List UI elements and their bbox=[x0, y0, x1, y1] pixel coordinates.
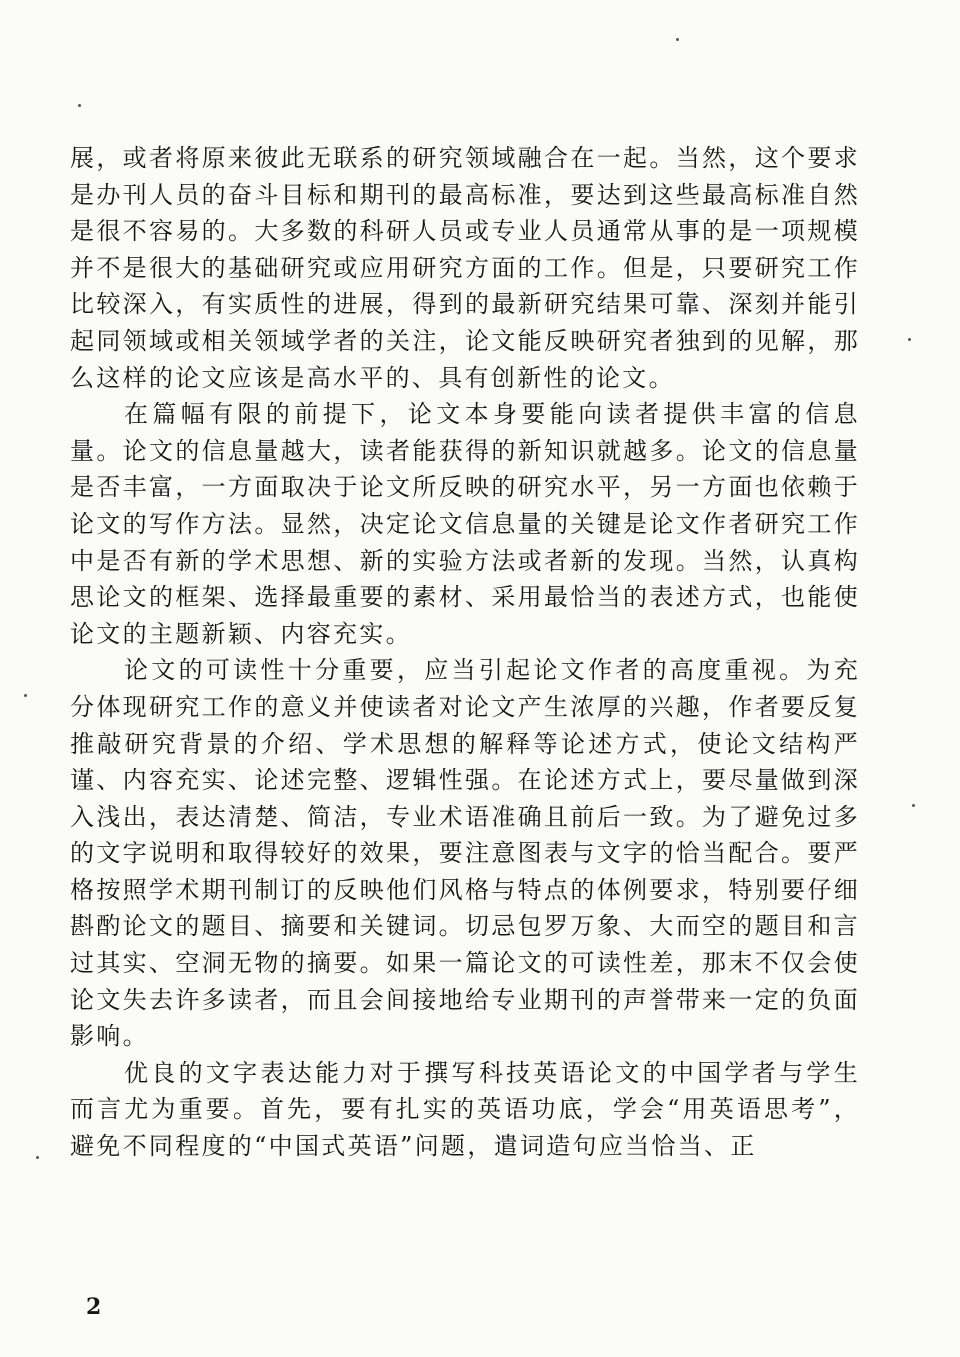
body-text bbox=[70, 140, 860, 1165]
paragraph-writing-ability: 优良的文字表达能力对于撰写科技英语论文的中国学者与学生而言尤为重要。首先，要有扎实的英语功底，学会“用英语思考”，避免不同程度的“中国式英语”问题，遣词造句应当恰当、正 bbox=[70, 1058, 860, 1161]
scan-speck bbox=[912, 804, 915, 807]
paragraph-continuation: 展，或者将原来彼此无联系的研究领域融合在一起。当然，这个要求是办刊人员的奋斗目标和期刊的最高标准，要达到这些最高标准自然是很不容易的。大多数的科研人员或专业人员通常从事的是一项规模并不是很大的基础研究或应用研究方面的工作。但是，只要研究工作比较深入，有实质性的进展，得到的最新研究结果可靠、深刻并能引起同领域或相关领域学者的关注，论文能反映研究者独到的见解，那么这样的论文应该是高水平的、具有创新性的论文。 bbox=[70, 144, 860, 392]
paragraph-information-content: 在篇幅有限的前提下，论文本身要能向读者提供丰富的信息量。论文的信息量越大，读者能获得的新知识就越多。论文的信息量是否丰富，一方面取决于论文所反映的研究水平，另一方面也依赖于论文的写作方法。显然，决定论文信息量的关键是论文作者研究工作中是否有新的学术思想、新的实验方法或者新的发现。当然，认真构思论文的框架、选择最重要的素材、采用最恰当的表述方式，也能使论文的主题新颖、内容充实。 bbox=[70, 400, 860, 648]
scan-speck bbox=[24, 694, 27, 697]
paragraph-readability: 论文的可读性十分重要，应当引起论文作者的高度重视。为充分体现研究工作的意义并使读者对论文产生浓厚的兴趣，作者要反复推敲研究背景的介绍、学术思想的解释等论述方式，使论文结构严谨、内容充实、论述完整、逻辑性强。在论述方式上，要尽量做到深入浅出，表达清楚、简洁，专业术语准确且前后一致。为了避免过多的文字说明和取得较好的效果，要注意图表与文字的恰当配合。要严格按照学术期刊制订的反映他们风格与特点的体例要求，特别要仔细斟酌论文的题目、摘要和关键词。切忌包罗万象、大而空的题目和言过其实、空洞无物的摘要。如果一篇论文的可读性差，那末不仅会使论文失去许多读者，而且会间接地给专业期刊的声誉带来一定的负面影响。 bbox=[70, 656, 860, 1051]
scan-speck bbox=[908, 338, 911, 341]
scan-speck bbox=[676, 38, 679, 41]
scan-speck bbox=[36, 1156, 39, 1159]
scan-speck bbox=[78, 104, 81, 107]
page-number: 2 bbox=[86, 1294, 102, 1320]
